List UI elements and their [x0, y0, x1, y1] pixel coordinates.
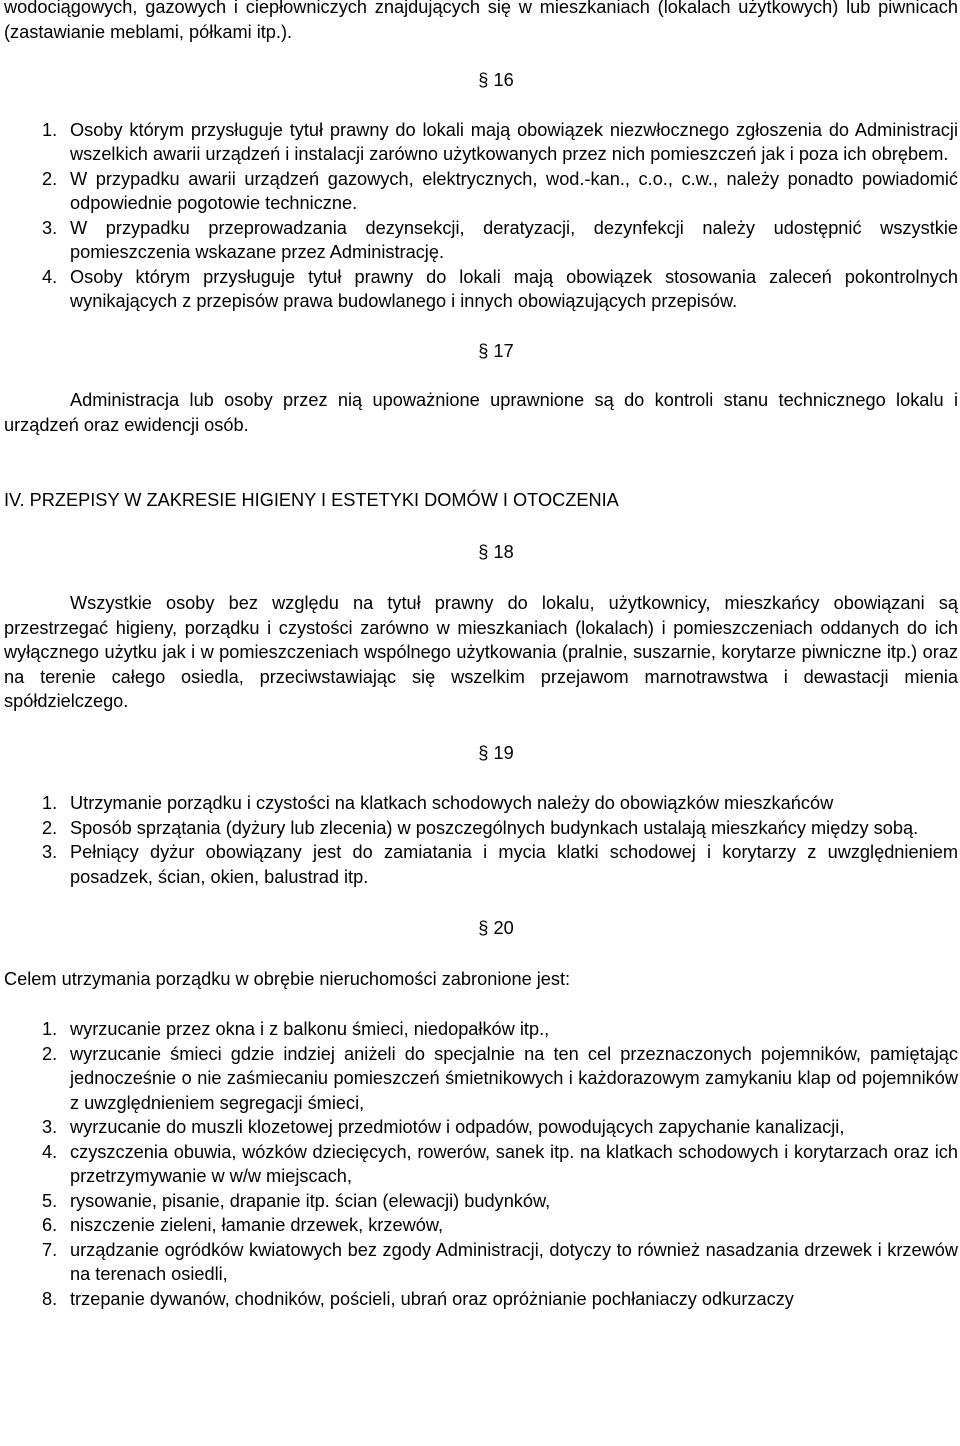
list-item-text: rysowanie, pisanie, drapanie itp. ścian (elewacji) budynków, — [70, 1190, 551, 1211]
list-item-text: W przypadku przeprowadzania dezynsekcji, deratyzacji, dezynfekcji należy udostępnić wszystkie pomieszczenia wskazane przez Administrację. — [70, 217, 958, 262]
list-item-text: Sposób sprzątania (dyżury lub zlecenia) w poszczególnych budynkach ustalają mieszkańcy między sobą. — [70, 817, 919, 838]
list-item-number: 4. — [42, 266, 58, 287]
list-item — [4, 791, 958, 816]
list-item-text: niszczenie zieleni, łamanie drzewek, krzewów, — [70, 1215, 444, 1235]
list-item-text: wyrzucanie przez okna i z balkonu śmieci, niedopałków itp., — [70, 1019, 550, 1039]
list-item — [4, 1140, 958, 1189]
list-item-text: Osoby którym przysługuje tytuł prawny do lokali mają obowiązek niezwłocznego zgłoszenia do Administracji wszelkich awarii urządzeń i instalacji zarówno użytkowanych przez nich pomieszczeń jak i poza ich obrębem. — [70, 119, 958, 164]
list-item-number: 3. — [42, 842, 58, 862]
list-item — [4, 1017, 958, 1042]
list-item-text: wyrzucanie do muszli klozetowej przedmiotów i odpadów, powodujących zapychanie kanalizacji, — [70, 1117, 845, 1137]
paragraph-20-heading: § 20 — [478, 918, 514, 938]
paragraph-19-heading: § 19 — [478, 742, 514, 763]
list-item — [4, 1213, 958, 1238]
list-item-number: 3. — [42, 217, 58, 238]
list-item-text: W przypadku awarii urządzeń gazowych, elektrycznych, wod.-kan., c.o., c.w., należy ponadto powiadomić odpowiednie pogotowie techniczne. — [70, 168, 958, 213]
list-item-number: 2. — [42, 168, 58, 189]
paragraph-19-list — [4, 791, 958, 889]
list-item — [4, 216, 958, 265]
list-item-number: 2. — [42, 1043, 58, 1064]
list-item — [4, 1238, 958, 1287]
paragraph-18-heading: § 18 — [478, 541, 514, 562]
list-item-text: Utrzymanie porządku i czystości na klatkach schodowych należy do obowiązków mieszkańców — [70, 793, 834, 813]
list-item-number: 1. — [42, 793, 58, 813]
paragraph-16-list — [4, 118, 958, 314]
list-item-number: 3. — [42, 1117, 58, 1137]
list-item — [4, 118, 958, 167]
list-item-number: 8. — [42, 1288, 58, 1309]
list-item-number: 1. — [42, 119, 58, 140]
list-item-text: urządzanie ogródków kwiatowych bez zgody Administracji, dotyczy to również nasadzania drzewek i krzewów na terenach osiedli, — [70, 1239, 958, 1284]
list-item-text: Pełniący dyżur obowiązany jest do zamiatania i mycia klatki schodowej i korytarzy z uwzględnieniem posadzek, ścian, okien, balustrad itp. — [70, 842, 958, 887]
list-item-text: trzepanie dywanów, chodników, pościeli, ubrań oraz opróżnianie pochłaniaczy odkurzaczy — [70, 1288, 794, 1309]
list-item-number: 7. — [42, 1239, 58, 1260]
section-iv-title: IV. PRZEPISY W ZAKRESIE HIGIENY I ESTETYKI DOMÓW I OTOCZENIA — [4, 490, 619, 510]
document-page — [4, 0, 958, 1311]
intro-continuation: wodociągowych, gazowych i ciepłowniczych znajdujących się w mieszkaniach (lokalach użytkowych) lub piwnicach (zastawianie meblami, półkami itp.). — [4, 0, 958, 42]
list-item — [4, 1189, 958, 1214]
paragraph-17-text: Administracja lub osoby przez nią upoważnione uprawnione są do kontroli stanu technicznego lokalu i urządzeń oraz ewidencji osób. — [4, 390, 958, 435]
list-item — [4, 1115, 958, 1140]
paragraph-16-heading: § 16 — [478, 70, 514, 90]
list-item-number: 6. — [42, 1215, 58, 1235]
paragraph-20-intro: Celem utrzymania porządku w obrębie nieruchomości zabronione jest: — [4, 968, 571, 989]
list-item-text: wyrzucanie śmieci gdzie indziej aniżeli do specjalnie na ten cel przeznaczonych pojemników, pamiętając jednocześnie o nie zaśmiecaniu pomieszczeń śmietnikowych i każdorazowym zamykaniu klap od pojemników z uwzględnieniem segregacji śmieci, — [70, 1043, 958, 1113]
list-item-number: 4. — [42, 1141, 58, 1162]
paragraph-17-heading: § 17 — [478, 340, 514, 361]
list-item-number: 5. — [42, 1190, 58, 1211]
paragraph-20-list — [4, 1017, 958, 1311]
list-item — [4, 840, 958, 889]
list-item-number: 2. — [42, 817, 58, 838]
list-item-text: Osoby którym przysługuje tytuł prawny do lokali mają obowiązek stosowania zaleceń pokontrolnych wynikających z przepisów prawa budowlanego i innych obowiązujących przepisów. — [70, 266, 958, 311]
list-item-number: 1. — [42, 1019, 58, 1039]
list-item — [4, 1287, 958, 1312]
list-item — [4, 265, 958, 314]
list-item — [4, 816, 958, 841]
list-item — [4, 167, 958, 216]
list-item-text: czyszczenia obuwia, wózków dziecięcych, rowerów, sanek itp. na klatkach schodowych i korytarzach oraz ich przetrzymywanie w w/w miejscach, — [70, 1141, 958, 1186]
list-item — [4, 1042, 958, 1116]
paragraph-18-text: Wszystkie osoby bez względu na tytuł prawny do lokalu, użytkownicy, mieszkańcy obowiązani są przestrzegać higieny, porządku i czystości zarówno w mieszkaniach (lokalach) i pomieszczeniach oddanych do ich wyłącznego użytku jak i w pomieszczeniach wspólnego użytkowania (pralnie, suszarnie, korytarze piwniczne itp.) oraz na terenie całego osiedla, przeciwstawiając się wszelkim przejawom marnotrawstwa i dewastacji mienia spółdzielczego. — [4, 593, 958, 711]
